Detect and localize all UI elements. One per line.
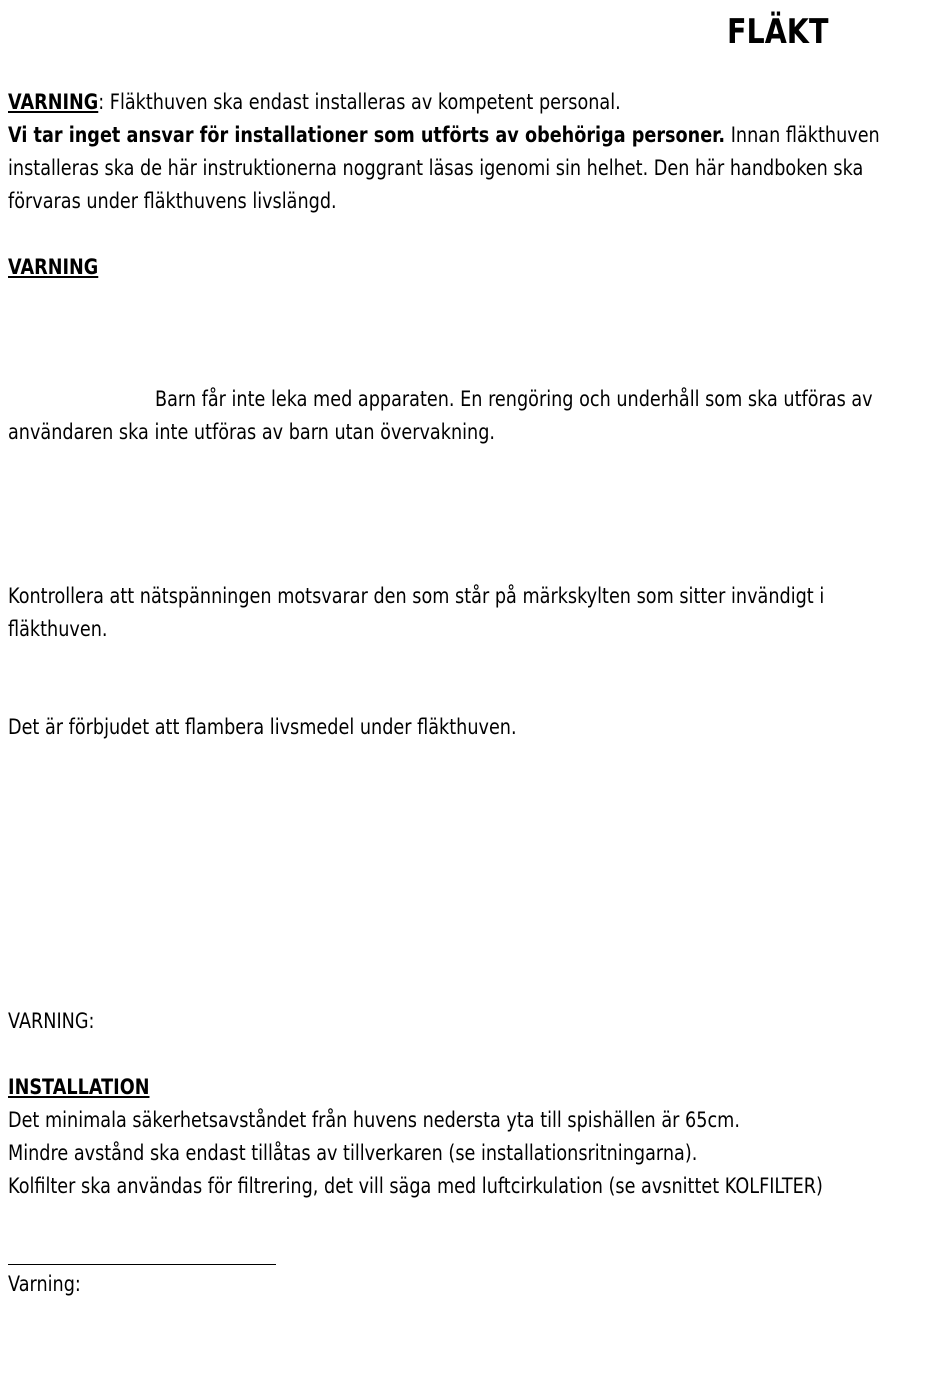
children-paragraph — [8, 383, 873, 449]
intro-paragraph — [8, 86, 880, 218]
installation-line-1: Det minimala säkerhetsavståndet från huvens nedersta yta till spishällen är 65cm. — [8, 1108, 740, 1132]
installation-line-3: Kolfilter ska användas för filtrering, det vill säga med luftcirkulation (se avsnittet KOLFILTER) — [8, 1174, 823, 1198]
installation-line-2: Mindre avstånd ska endast tillåtas av tillverkaren (se installationsritningarna). — [8, 1141, 698, 1165]
flambe-paragraph: Det är förbjudet att flambera livsmedel under fläkthuven. — [8, 715, 517, 739]
warning-text: : Fläkthuven ska endast installeras av kompetent personal. — [98, 90, 621, 114]
intro-line-1 — [8, 86, 764, 119]
voltage-line-2: fläkthuven. — [8, 617, 108, 641]
children-line-2: användaren ska inte utföras av barn utan övervakning. — [8, 420, 496, 444]
intro-line-4: förvaras under fläkthuvens livslängd. — [8, 189, 337, 213]
intro-line-2 — [8, 119, 880, 152]
children-line-1: Barn får inte leka med apparaten. En rengöring och underhåll som ska utföras av — [155, 387, 873, 411]
page-title: FLÄKT — [727, 12, 829, 52]
warning-label: VARNING — [8, 90, 99, 114]
footnote-text: Varning: — [8, 1272, 81, 1296]
voltage-paragraph — [8, 580, 825, 646]
warning-section-heading: VARNING — [8, 255, 99, 279]
intro-line-3: installeras ska de här instruktionerna noggrant läsas igenomi sin helhet. Den här handboken ska — [8, 156, 864, 180]
footnote-divider — [8, 1264, 276, 1265]
intro-line-2-rest: Innan fläkthuven — [725, 123, 880, 147]
voltage-line-1: Kontrollera att nätspänningen motsvarar den som står på märkskylten som sitter invändigt i — [8, 584, 825, 608]
installation-section — [8, 1071, 823, 1203]
installation-heading: INSTALLATION — [8, 1075, 150, 1099]
liability-statement: Vi tar inget ansvar för installationer som utförts av obehöriga personer. — [8, 123, 726, 147]
varning-colon-text: VARNING: — [8, 1009, 95, 1033]
